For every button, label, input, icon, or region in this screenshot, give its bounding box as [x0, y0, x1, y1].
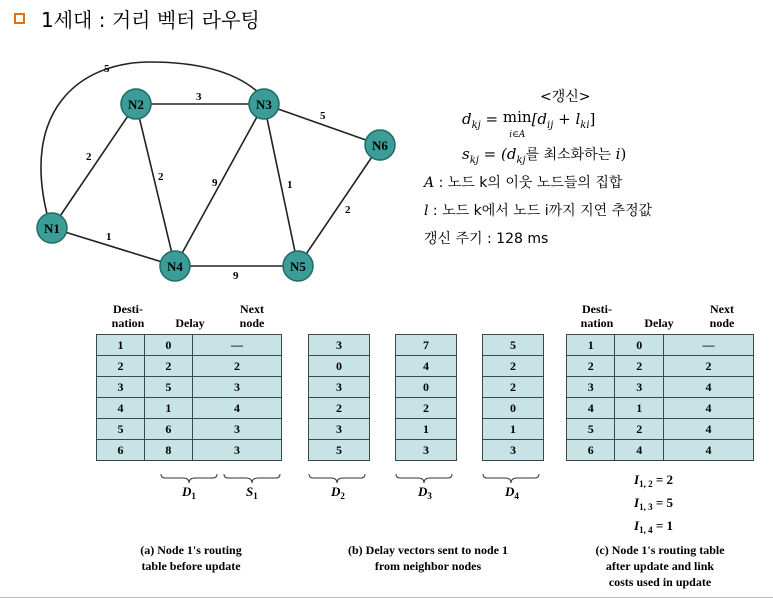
- cost-n4-n5: 9: [233, 270, 239, 282]
- table-c-cell: 3: [567, 377, 615, 398]
- label-d3: $D_3$: [418, 484, 432, 501]
- vector-d3-cell: 0: [396, 377, 457, 398]
- vector-d4-cell: 1: [483, 419, 544, 440]
- table-c-cell: 4: [663, 377, 753, 398]
- svg-text:N3: N3: [256, 97, 272, 112]
- table-c-cell: 5: [567, 419, 615, 440]
- table-c-header-delay: Delay: [644, 316, 674, 330]
- cost-n1-n2: 2: [86, 151, 92, 163]
- table-a-cell: 5: [97, 419, 145, 440]
- table-a-header-next: Next node: [239, 302, 265, 330]
- bottom-divider: [0, 597, 773, 598]
- table-a-cell: 2: [192, 356, 281, 377]
- caption-a: (a) Node 1's routing table before update: [140, 543, 242, 573]
- label-s1: $S_1$: [246, 484, 258, 501]
- table-c-header-destination: Desti- nation: [580, 302, 614, 330]
- table-c-cell: 2: [615, 356, 663, 377]
- table-a-cell: 6: [144, 419, 192, 440]
- vector-d2-cell: 2: [309, 398, 370, 419]
- table-a-cell: 1: [144, 398, 192, 419]
- cost-n3-n5: 1: [287, 179, 293, 191]
- link-cost-1-4: $I_{1, 4} = 1$: [634, 518, 673, 535]
- table-a-cell: 2: [97, 356, 145, 377]
- svg-text:N1: N1: [44, 221, 60, 236]
- table-a-cell: 2: [144, 356, 192, 377]
- table-c-cell: —: [663, 335, 753, 356]
- table-c-cell: 4: [663, 419, 753, 440]
- table-a-cell: 8: [144, 440, 192, 461]
- update-period: 갱신 주기 : 128 ms: [424, 231, 549, 247]
- svg-text:N6: N6: [372, 138, 388, 153]
- vector-d4-cell: 0: [483, 398, 544, 419]
- table-a-cell: 3: [192, 419, 281, 440]
- svg-text:N4: N4: [167, 259, 183, 274]
- caption-c: (c) Node 1's routing table after update and link costs used in update: [595, 543, 725, 589]
- svg-text:N2: N2: [128, 97, 144, 112]
- label-d4: $D_4$: [505, 484, 519, 501]
- table-a-cell: 0: [144, 335, 192, 356]
- vector-d2-cell: 3: [309, 377, 370, 398]
- caption-b: (b) Delay vectors sent to node 1 from neighbor nodes: [348, 543, 508, 573]
- table-c-cell: 2: [615, 419, 663, 440]
- table-a-cell: 3: [97, 377, 145, 398]
- vector-d3-cell: 2: [396, 398, 457, 419]
- vector-d3-cell: 1: [396, 419, 457, 440]
- table-c-cell: 0: [615, 335, 663, 356]
- svg-text:N5: N5: [290, 259, 306, 274]
- label-d2: $D_2$: [331, 484, 345, 501]
- link-cost-1-3: $I_{1, 3} = 5$: [634, 495, 673, 512]
- table-c-cell: 2: [663, 356, 753, 377]
- cost-n2-n4: 2: [158, 171, 164, 183]
- vector-d4-cell: 3: [483, 440, 544, 461]
- table-c-cell: 6: [567, 440, 615, 461]
- cost-n2-n3: 3: [196, 91, 202, 103]
- table-c-cell: 4: [663, 440, 753, 461]
- table-c-cell: 2: [567, 356, 615, 377]
- table-c-cell: 3: [615, 377, 663, 398]
- cost-n3-n4: 9: [212, 177, 218, 189]
- update-heading: <갱신>: [540, 89, 591, 105]
- vector-d2-cell: 0: [309, 356, 370, 377]
- vector-d4-cell: 5: [483, 335, 544, 356]
- vector-d2-cell: 3: [309, 419, 370, 440]
- equation-dkj: $d_{kj} = \min$ $i\in A[d_{ij} + l_{ki}]$: [462, 108, 596, 140]
- equation-skj: $s_{kj} = (d_{kj}$를 최소화하는 i): [462, 145, 627, 166]
- cost-n3-n6: 5: [320, 110, 326, 122]
- label-d1: $D_1$: [182, 484, 196, 501]
- cost-n1-n4: 1: [106, 231, 112, 243]
- title-text: 1세대 : 거리 벡터 라우팅: [41, 8, 260, 32]
- table-c-cell: 4: [567, 398, 615, 419]
- table-a-cell: 3: [192, 377, 281, 398]
- table-c-cell: 1: [567, 335, 615, 356]
- table-c-cell: 1: [615, 398, 663, 419]
- table-a-cell: 4: [192, 398, 281, 419]
- cost-n5-n6: 2: [345, 204, 351, 216]
- vector-d4-cell: 2: [483, 377, 544, 398]
- link-cost-1-2: $I_{1, 2} = 2$: [634, 472, 673, 489]
- table-c-header-next: Next node: [709, 302, 735, 330]
- vector-d3-cell: 7: [396, 335, 457, 356]
- vector-d2-cell: 3: [309, 335, 370, 356]
- table-a-cell: 1: [97, 335, 145, 356]
- definition-a: A : 노드 k의 이웃 노드들의 집합: [424, 175, 623, 191]
- vector-d3-cell: 3: [396, 440, 457, 461]
- table-a-cell: 3: [192, 440, 281, 461]
- vector-d2-cell: 5: [309, 440, 370, 461]
- table-a-header-destination: Desti- nation: [111, 302, 145, 330]
- table-a-cell: 6: [97, 440, 145, 461]
- table-a-cell: 4: [97, 398, 145, 419]
- table-a-cell: 5: [144, 377, 192, 398]
- vector-d3-cell: 4: [396, 356, 457, 377]
- vector-d4-cell: 2: [483, 356, 544, 377]
- table-a-header-delay: Delay: [175, 316, 205, 330]
- definition-l: l : 노드 k에서 노드 i까지 지연 추정값: [424, 203, 653, 219]
- table-a-cell: —: [192, 335, 281, 356]
- cost-n1-n3: 5: [104, 63, 110, 75]
- table-c-cell: 4: [615, 440, 663, 461]
- table-c-cell: 4: [663, 398, 753, 419]
